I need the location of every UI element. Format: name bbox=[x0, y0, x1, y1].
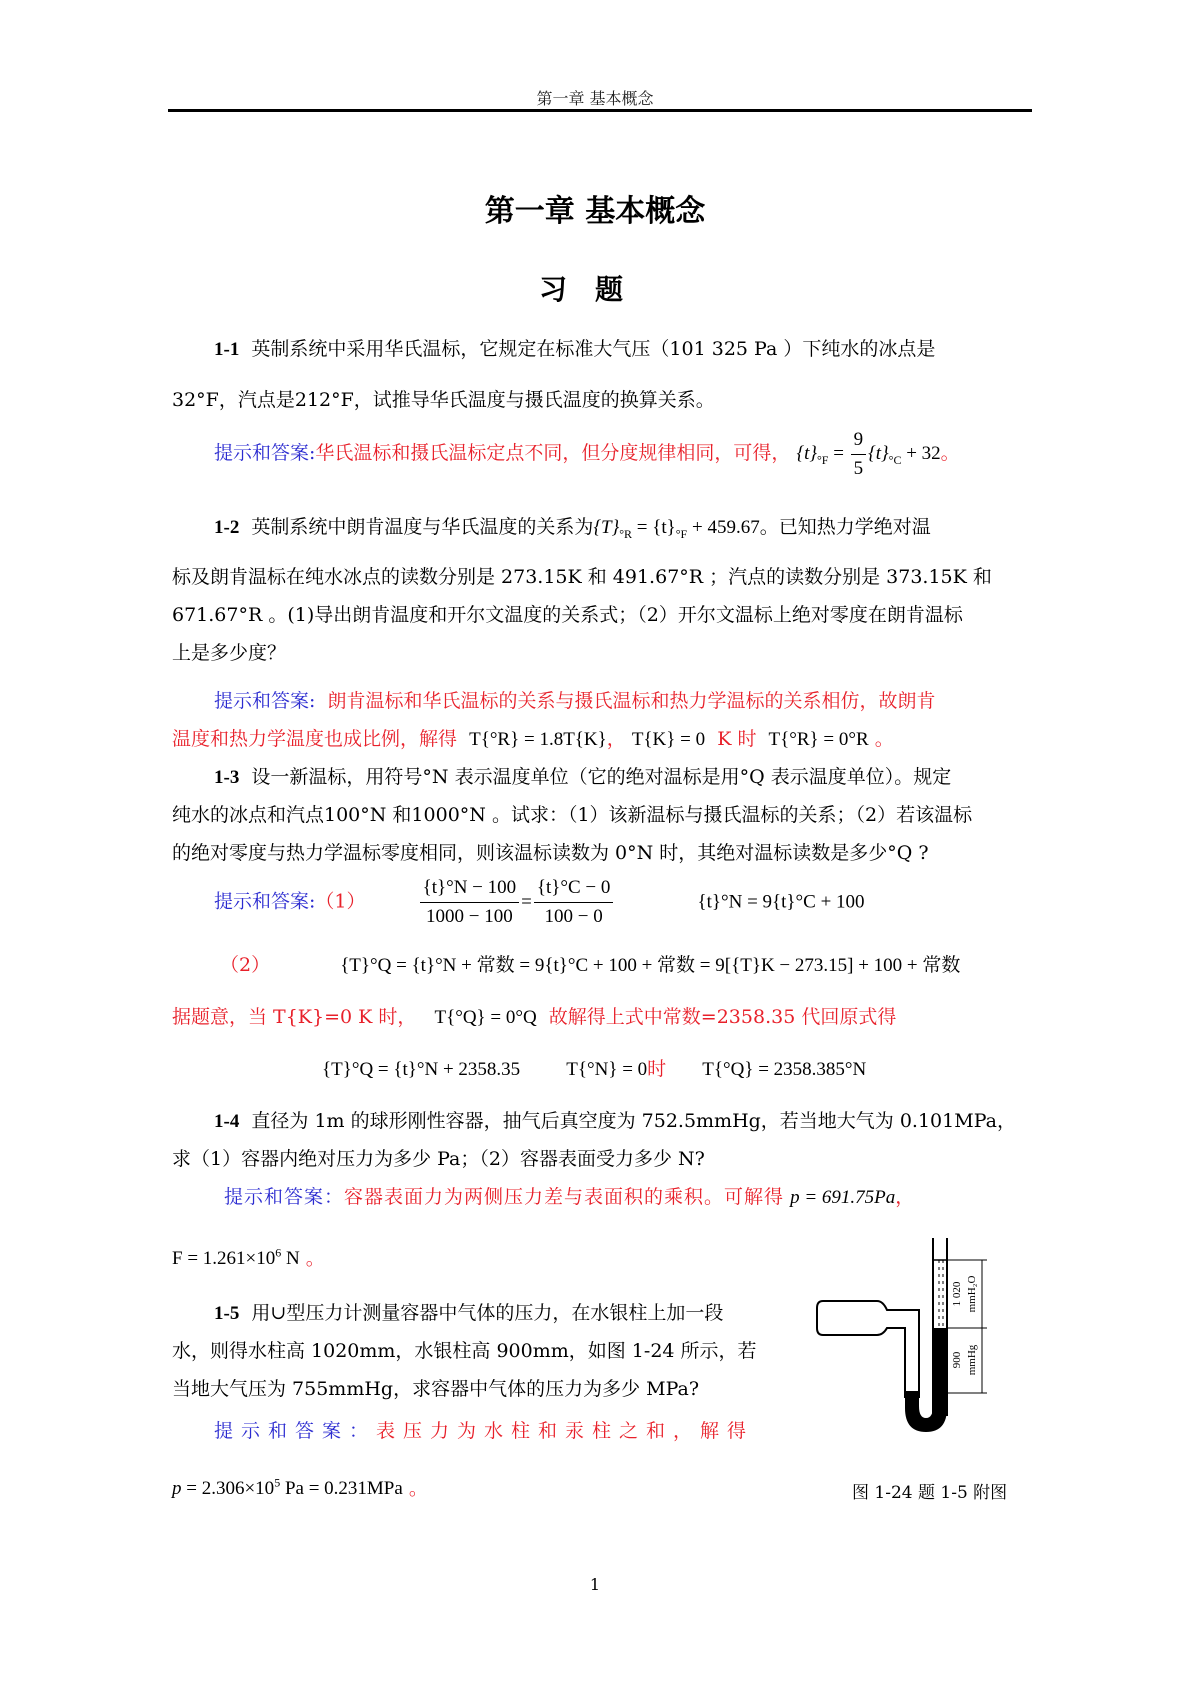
running-header: 第一章 基本概念 bbox=[536, 89, 654, 108]
hg-height-label: 900 bbox=[951, 1351, 963, 1369]
problem-1-2-line4: 上是多少度？ bbox=[172, 642, 287, 664]
hint-label: 提示和答案: bbox=[214, 441, 316, 464]
problem-1-5-line1: 1-5 用∪型压力计测量容器中气体的压力，在水银柱上加一段 bbox=[214, 1302, 724, 1324]
problem-1-4-line1: 1-4 直径为 1m 的球形刚性容器，抽气后真空度为 752.5mmHg，若当地大气为 0.101MPa， bbox=[214, 1110, 1016, 1132]
problem-number: 1-5 bbox=[214, 1303, 240, 1324]
hint-label: 提示和答案： bbox=[214, 1420, 377, 1442]
hint-text: 华氏温标和摄氏温标定点不同，但分度规律相同，可得， bbox=[315, 441, 791, 464]
hint-label: 提示和答案: bbox=[214, 890, 316, 913]
u-tube-manometer-figure bbox=[805, 1238, 1020, 1453]
problem-1-3-line2: 纯水的冰点和汽点100°N 和1000°N 。试求：（1）该新温标与摄氏温标的关系；（2）若该温标 bbox=[172, 804, 973, 826]
problem-1-2-line2: 标及朗肯温标在纯水冰点的读数分别是 273.15K 和 491.67°R ；汽点的读数分别是 373.15K 和 bbox=[172, 566, 992, 588]
problem-1-1-line2: 32°F，汽点是212°F，试推导华氏温度与摄氏温度的换算关系。 bbox=[172, 389, 715, 411]
manometer-diagram bbox=[805, 1238, 1020, 1453]
problem-1-2-line3: 671.67°R 。(1)导出朗肯温度和开尔文温度的关系式；（2）开尔文温标上绝对零度在朗肯温标 bbox=[172, 604, 963, 626]
water-height-label: 1 020 bbox=[951, 1281, 963, 1307]
problem-number: 1-1 bbox=[214, 339, 240, 360]
problem-1-2-line1: 1-2 英制系统中朗肯温度与华氏温度的关系为$\{T\}_{^\circ R} = \{t\}_{^\circ F} + 459.67$。已知热力学绝对温 bbox=[214, 516, 931, 541]
section-title: 习题 bbox=[538, 273, 651, 306]
problem-1-4-hint: 提示和答案：容器表面力为两侧压力差与表面积的乘积。可解得 p = 691.75Pa， bbox=[224, 1186, 915, 1208]
problem-1-3-hint-part2: （2） {T}°Q = {t}°N + 常数 = 9{t}°C + 100 + 常数 = 9[{T}K − 273.15] + 100 + 常数 bbox=[220, 954, 961, 976]
chapter-title: 第一章 基本概念 bbox=[484, 194, 706, 229]
water-unit-label: mmH₂O bbox=[966, 1275, 978, 1313]
problem-number: 1-4 bbox=[214, 1111, 240, 1132]
problem-1-2-hint-line2: 温度和热力学温度也成比例，解得 T{°R} = 1.8T{K}， T{K} = 0 K 时 T{°R} = 0°R 。 bbox=[172, 728, 894, 750]
problem-1-4-answer: $F = 1.261\times 10^6$ N 。 bbox=[172, 1246, 325, 1270]
problem-1-3-hint-part1: 提示和答案:（1） $\frac{\{t\}^\circ N - 100}{1000 - 100}$ = $\frac{\{t\}^\circ C - 0}{100 - 0}$ {t}°N = 9{t}°C + 100 bbox=[214, 874, 865, 931]
figure-caption: 图 1-24 题 1-5 附图 bbox=[852, 1483, 1008, 1503]
problem-1-5-line2: 水，则得水柱高 1020mm，水银柱高 900mm，如图 1-24 所示，若 bbox=[172, 1340, 757, 1362]
hint-label: 提示和答案： bbox=[224, 1186, 345, 1208]
hint-label: 提示和答案: bbox=[214, 690, 316, 712]
problem-number: 1-3 bbox=[214, 767, 240, 788]
problem-1-3-line1: 1-3 设一新温标，用符号°N 表示温度单位（它的绝对温标是用°Q 表示温度单位）。规定 bbox=[214, 766, 952, 788]
hg-unit-label: mmHg bbox=[966, 1344, 978, 1376]
problem-1-4-line2: 求（1）容器内绝对压力为多少 Pa；（2）容器表面受力多少 N? bbox=[172, 1148, 705, 1170]
problem-number: 1-2 bbox=[214, 517, 240, 538]
problem-1-1-line1: 1-1 英制系统中采用华氏温标，它规定在标准大气压（101 325 Pa ）下纯水的冰点是 bbox=[214, 338, 936, 360]
formula: $\{t\}_{^\circ F}$ = $\frac{9}{5}$ $\{t\}_{^\circ C} + 32$ bbox=[796, 443, 940, 464]
problem-1-5-answer: $p = 2.306\times 10^5$ Pa = 0.231MPa 。 bbox=[172, 1476, 428, 1500]
problem-1-2-hint: 提示和答案: 朗肯温标和华氏温标的关系与摄氏温标和热力学温标的关系相仿，故朗肯 bbox=[214, 690, 936, 712]
problem-1-3-final: {T}°Q = {t}°N + 2358.35 T{°N} = 0时 T{°Q} = 2358.385°N bbox=[322, 1058, 867, 1080]
page-number: 1 bbox=[589, 1575, 601, 1594]
header-rule bbox=[168, 109, 1032, 112]
problem-1-5-hint: 提示和答案：表压力为水柱和汞柱之和，解得 bbox=[214, 1420, 755, 1442]
problem-1-3-line3: 的绝对零度与热力学温标零度相同，则该温标读数为 0°N 时，其绝对温标读数是多少°Q ? bbox=[172, 842, 929, 864]
problem-1-5-line3: 当地大气压为 755mmHg，求容器中气体的压力为多少 MPa? bbox=[172, 1378, 700, 1400]
problem-1-3-condition: 据题意，当 T{K}=0 K 时， T{°Q} = 0°Q 故解得上式中常数=2358.35 代回原式得 bbox=[172, 1006, 897, 1028]
problem-1-1-hint: 提示和答案:华氏温标和摄氏温标定点不同，但分度规律相同，可得， $\{t\}_{^\circ F}$ = $\frac{9}{5}$ $\{t\}_{^\circ C} + 32$。 bbox=[214, 426, 960, 483]
